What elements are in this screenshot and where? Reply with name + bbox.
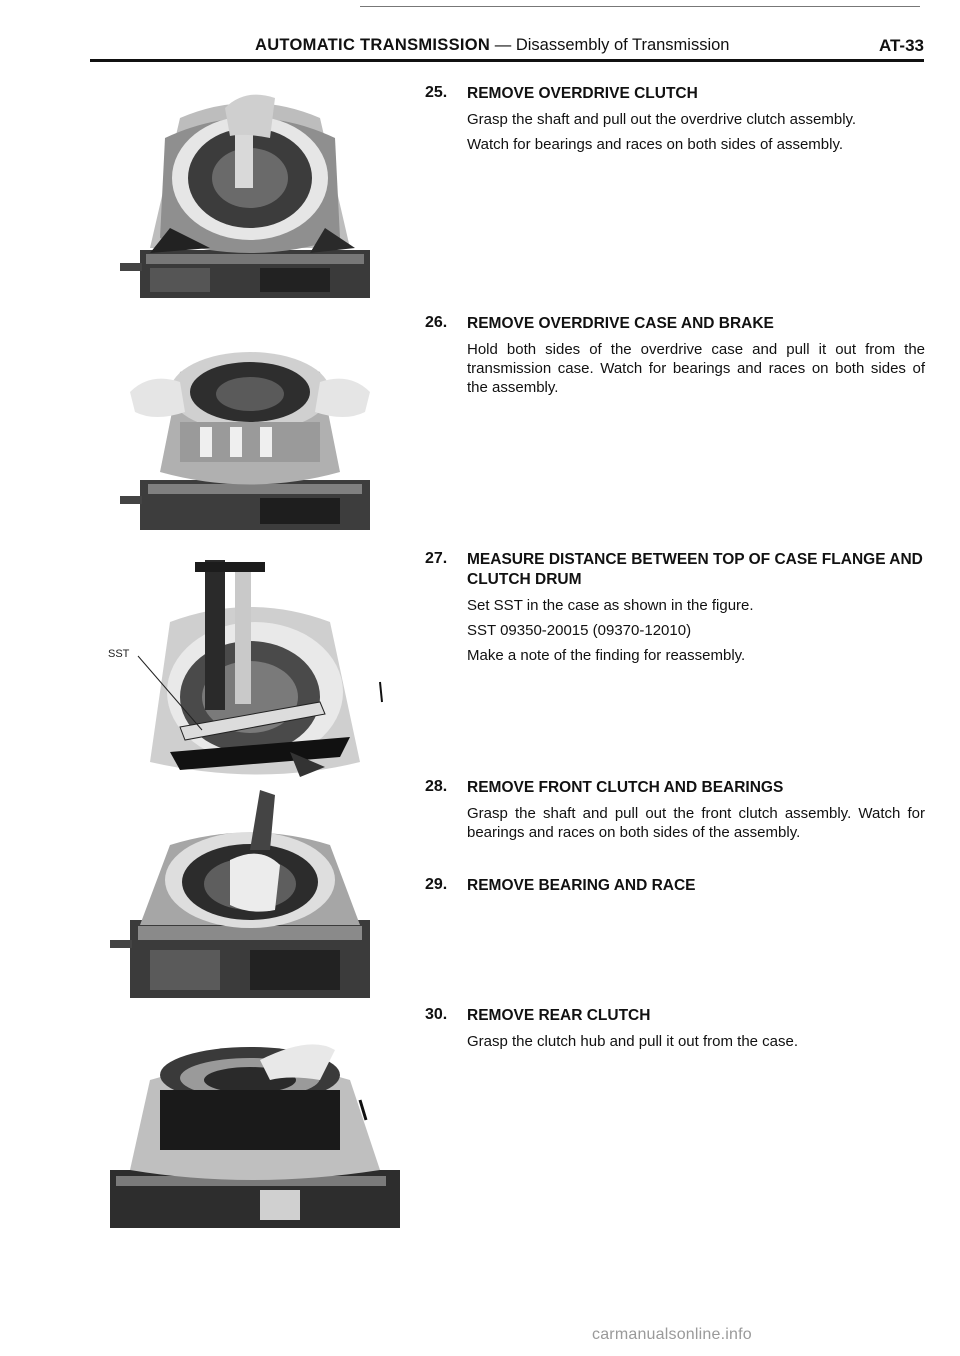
step-title: REMOVE OVERDRIVE CASE AND BRAKE: [467, 315, 774, 332]
step-body: [467, 1032, 925, 1051]
step-paragraph: SST 09350-20015 (09370-12010): [467, 622, 692, 639]
step-paragraph: Grasp the shaft and pull out the overdrive clutch assembly.: [467, 111, 857, 128]
step-27: [425, 550, 925, 671]
step-paragraph: Watch for bearings and races on both sides of assembly.: [467, 136, 844, 153]
figure-rear-clutch: [110, 1020, 390, 1230]
step-paragraph: Hold both sides of the overdrive case and pull it out from the transmission case. Watch for bearings and races on both sides of the assembly.: [467, 341, 925, 396]
step-number: 27.: [425, 550, 448, 567]
figure-overdrive-clutch: [110, 78, 390, 300]
step-number: 26.: [425, 314, 448, 331]
step-body: [467, 804, 925, 842]
step-body: [467, 596, 925, 665]
step-28: [425, 778, 925, 848]
step-title: REMOVE OVERDRIVE CLUTCH: [467, 85, 698, 102]
page-header: [90, 36, 924, 66]
top-rule: [360, 6, 920, 7]
step-29: [425, 876, 925, 896]
page-code: AT-33: [878, 36, 924, 55]
step-25: [425, 84, 925, 160]
figure-front-clutch: [110, 790, 390, 1000]
step-number: 25.: [425, 84, 448, 101]
step-number: 29.: [425, 876, 448, 893]
sst-callout-label: SST: [108, 648, 130, 660]
step-body: [467, 110, 925, 154]
step-title: REMOVE BEARING AND RACE: [467, 877, 696, 894]
step-paragraph: Grasp the clutch hub and pull it out from the case.: [467, 1033, 799, 1050]
watermark-link[interactable]: carmanualsonline.info: [592, 1326, 752, 1343]
step-paragraph: Set SST in the case as shown in the figure.: [467, 597, 754, 614]
header-subtitle: — Disassembly of Transmission: [494, 36, 730, 54]
figure-sst-measurement: [110, 552, 390, 790]
step-paragraph: Make a note of the finding for reassembly.: [467, 647, 746, 664]
photo-front-clutch: [110, 790, 390, 1000]
photo-overdrive-clutch: [110, 78, 390, 300]
photo-sst-measurement: [110, 552, 400, 790]
header-rule: [90, 59, 924, 62]
figure-overdrive-case: [110, 312, 390, 532]
photo-rear-clutch: [110, 1020, 400, 1230]
step-title: MEASURE DISTANCE BETWEEN TOP OF CASE FLANGE AND CLUTCH DRUM: [467, 551, 923, 588]
photo-overdrive-case: [110, 312, 390, 532]
header-section: AUTOMATIC TRANSMISSION: [255, 36, 491, 54]
step-number: 28.: [425, 778, 448, 795]
step-number: 30.: [425, 1006, 448, 1023]
step-title: REMOVE REAR CLUTCH: [467, 1007, 651, 1024]
step-paragraph: Grasp the shaft and pull out the front clutch assembly. Watch for bearings and races on both sides of the assembly.: [467, 805, 925, 841]
step-title: REMOVE FRONT CLUTCH AND BEARINGS: [467, 779, 784, 796]
step-30: [425, 1006, 925, 1057]
header-title: [255, 36, 729, 55]
step-body: [467, 340, 925, 397]
step-26: [425, 314, 925, 403]
